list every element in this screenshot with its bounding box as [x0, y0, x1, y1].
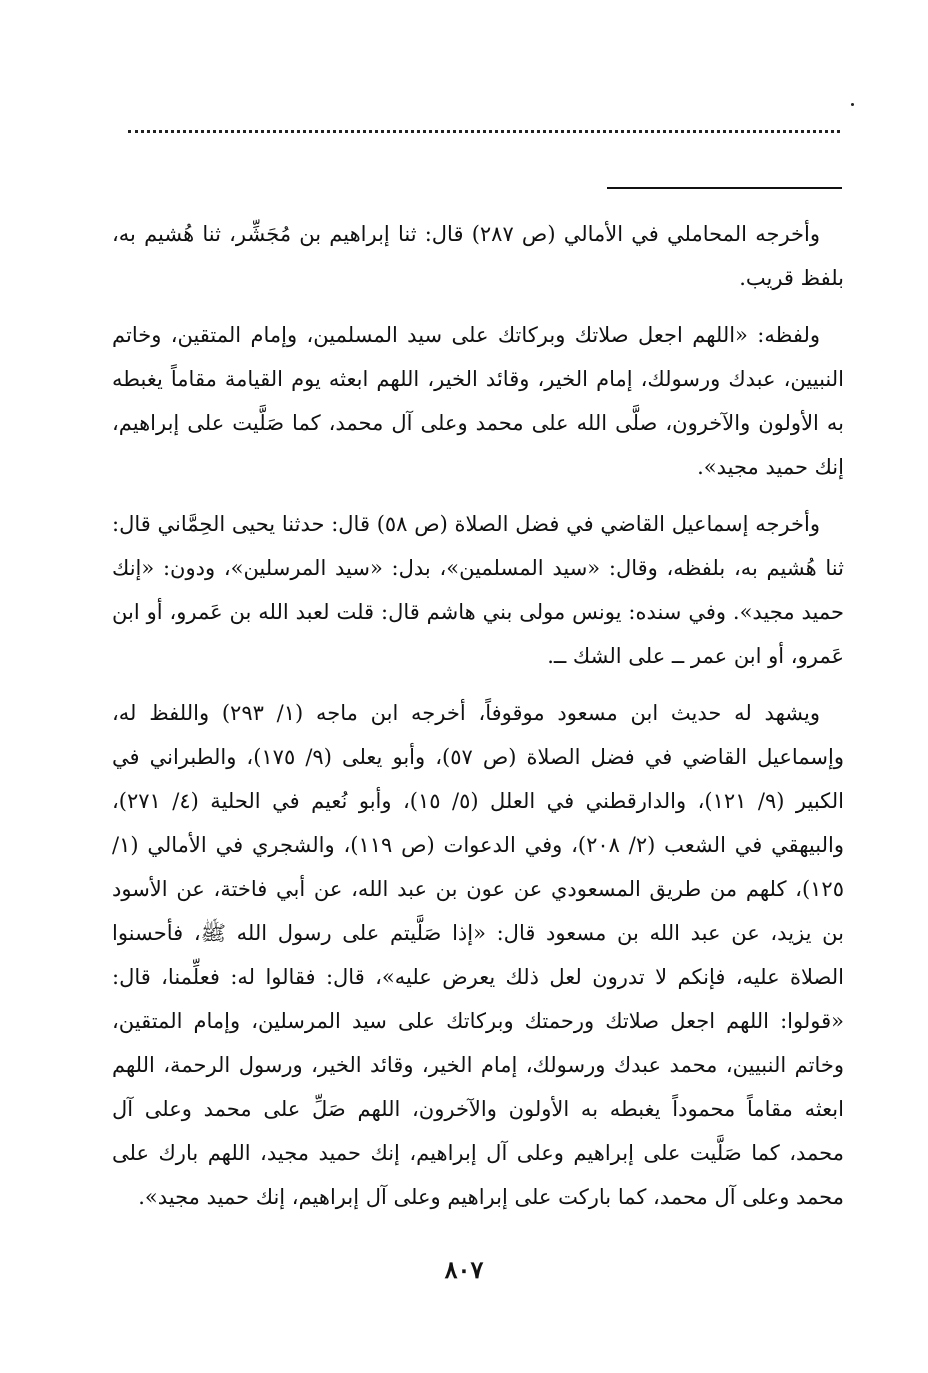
footnote-text — [112, 212, 844, 1219]
page-number: ٨٠٧ — [444, 1255, 484, 1284]
stray-dot-mark — [851, 103, 854, 106]
footnote-paragraph: وأخرجه المحاملي في الأمالي (ص ٢٨٧) قال: ثنا إبراهيم بن مُجَشِّر، ثنا هُشيم به، بلفظ قريب. — [112, 222, 844, 290]
footnote-paragraph: وأخرجه إسماعيل القاضي في فضل الصلاة (ص ٥٨) قال: حدثنا يحيى الحِمَّاني قال: ثنا هُشيم به، بلفظه، وقال: «سيد المسلمين»، بدل: «سيد المرسلين»، ودون: «إنك حميد مجيد». وفي سنده: يونس مولى بني هاشم قال: قلت لعبد الله بن عَمرو، أو ابن عَمرو، أو ابن عمر ــ على الشك ــ. — [112, 512, 844, 668]
footnote-rule — [607, 187, 842, 189]
footnote-paragraph: ولفظه: «اللهم اجعل صلاتك وبركاتك على سيد المسلمين، وإمام المتقين، وخاتم النبيين، عبدك ورسولك، إمام الخير، وقائد الخير، اللهم ابعثه يوم القيامة مقاماً يغبطه به الأولون والآخرون، صلَّى الله على محمد وعلى آل محمد، كما صَلَّيت على إبراهيم، إنك حميد مجيد». — [112, 323, 844, 479]
footnote-paragraph: ويشهد له حديث ابن مسعود موقوفاً، أخرجه ابن ماجه (١/ ٢٩٣) واللفظ له، وإسماعيل القاضي في فضل الصلاة (ص ٥٧)، وأبو يعلى (٩/ ١٧٥)، والطبراني في الكبير (٩/ ١٢١)، والدارقطني في العلل (٥/ ١٥)، وأبو نُعيم في الحلية (٤/ ٢٧١)، والبيهقي في الشعب (٢/ ٢٠٨)، وفي الدعوات (ص ١١٩)، والشجري في الأمالي (١/ ١٢٥)، كلهم من طريق المسعودي عن عون بن عبد الله، عن أبي فاختة، عن الأسود بن يزيد، عن عبد الله بن مسعود قال: «إذا صَلَّيتم على رسول الله ﷺ، فأحسنوا الصلاة عليه، فإنكم لا تدرون لعل ذلك يعرض عليه»، قال: فقالوا له: فعلِّمنا، قال: «قولوا: اللهم اجعل صلاتك ورحمتك وبركاتك على سيد المرسلين، وإمام المتقين، وخاتم النبيين، محمد عبدك ورسولك، إمام الخير، وقائد الخير، ورسول الرحمة، اللهم ابعثه مقاماً محموداً يغبطه به الأولون والآخرون، اللهم صَلِّ على محمد وعلى آل محمد، كما صَلَّيت على إبراهيم وعلى آل إبراهيم، إنك حميد مجيد، اللهم بارك على محمد وعلى آل محمد، كما باركت على إبراهيم وعلى آل إبراهيم، إنك حميد مجيد». — [112, 701, 844, 1209]
dotted-separator — [128, 130, 840, 133]
